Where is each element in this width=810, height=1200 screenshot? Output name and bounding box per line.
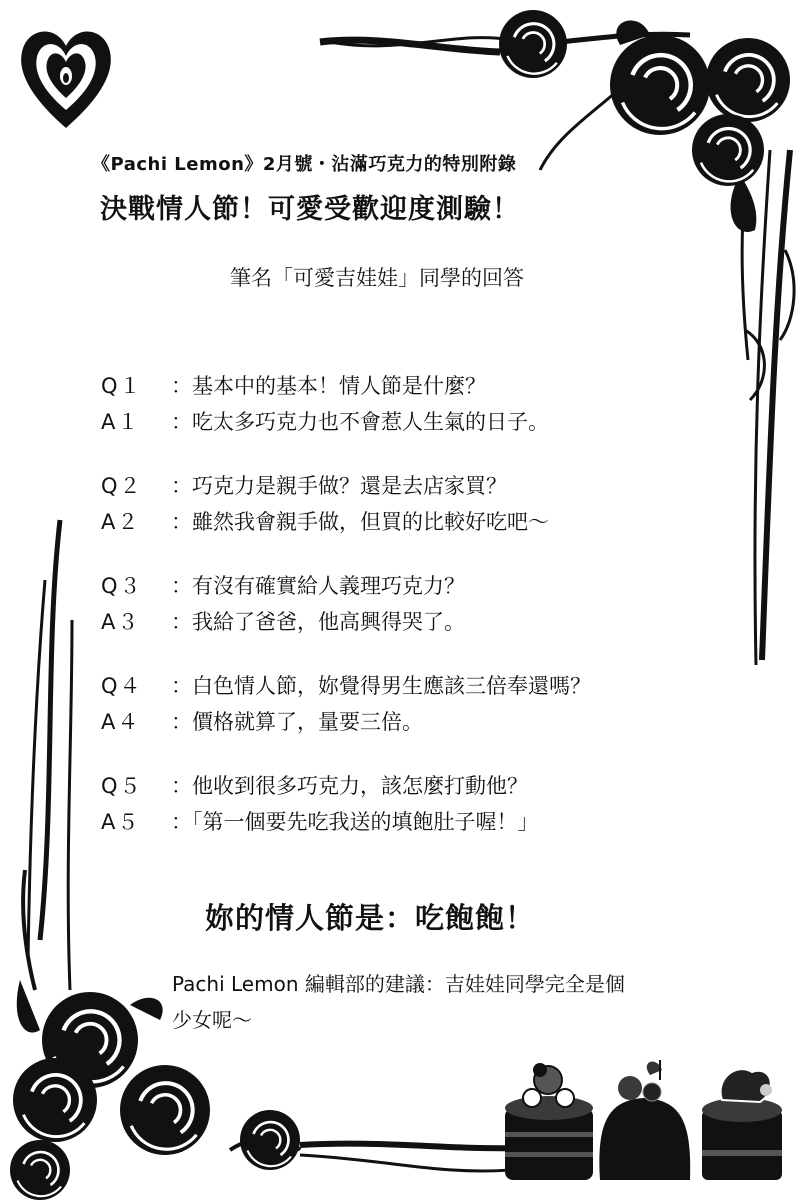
question-line xyxy=(101,768,661,804)
answer-line xyxy=(101,804,661,840)
magazine-line: 《Pachi Lemon》2月號・沾滿巧克力的特別附錄 xyxy=(92,154,517,175)
answer-line xyxy=(101,404,661,440)
answer-text: ：吃太多巧克力也不會惹人生氣的日子。 xyxy=(171,410,549,434)
cake-middle xyxy=(599,1060,690,1180)
answer-text: ：價格就算了，量要三倍。 xyxy=(171,710,423,734)
answer-line xyxy=(101,504,661,540)
question-label: Q４ xyxy=(101,674,143,698)
heart-icon xyxy=(21,32,111,128)
qa-item xyxy=(101,668,661,740)
question-label: Q２ xyxy=(101,474,143,498)
quiz-title: 決戰情人節！可愛受歡迎度測驗！ xyxy=(100,194,520,225)
vine-left xyxy=(23,520,72,990)
question-line xyxy=(101,668,661,704)
qa-item xyxy=(101,768,661,840)
answer-text: ：我給了爸爸，他高興得哭了。 xyxy=(171,610,465,634)
question-label: Q５ xyxy=(101,774,143,798)
question-line xyxy=(101,468,661,504)
answer-text: ：「第一個要先吃我送的填飽肚子喔！」 xyxy=(171,810,539,834)
qa-list xyxy=(101,368,661,868)
quiz-result: 妳的情人節是：吃飽飽！ xyxy=(205,901,536,935)
qa-item xyxy=(101,368,661,440)
cake-illustration xyxy=(505,1060,782,1180)
question-text: ：巧克力是親手做？還是去店家買？ xyxy=(171,474,507,498)
question-label: Q１ xyxy=(101,374,143,398)
question-text: ：有沒有確實給人義理巧克力？ xyxy=(171,574,465,598)
question-label: Q３ xyxy=(101,574,143,598)
cake-right xyxy=(702,1069,782,1180)
answer-label: A２ xyxy=(101,510,141,534)
editor-advice: Pachi Lemon 編輯部的建議：吉娃娃同學完全是個 少女呢～ xyxy=(172,972,625,1032)
answer-label: A３ xyxy=(101,610,141,634)
answer-label: A１ xyxy=(101,410,141,434)
respondent-line: 筆名「可愛吉娃娃」同學的回答 xyxy=(230,266,524,290)
question-line xyxy=(101,368,661,404)
answer-label: A４ xyxy=(101,710,141,734)
answer-line xyxy=(101,604,661,640)
question-text: ：他收到很多巧克力，該怎麼打動他？ xyxy=(171,774,528,798)
qa-item xyxy=(101,468,661,540)
answer-line xyxy=(101,704,661,740)
question-line xyxy=(101,568,661,604)
question-text: ：基本中的基本！情人節是什麼？ xyxy=(171,374,486,398)
cake-left xyxy=(505,1063,593,1180)
answer-text: ：雖然我會親手做，但買的比較好吃吧～ xyxy=(171,510,549,534)
answer-label: A５ xyxy=(101,810,141,834)
qa-item xyxy=(101,568,661,640)
question-text: ：白色情人節，妳覺得男生應該三倍奉還嗎？ xyxy=(171,674,591,698)
